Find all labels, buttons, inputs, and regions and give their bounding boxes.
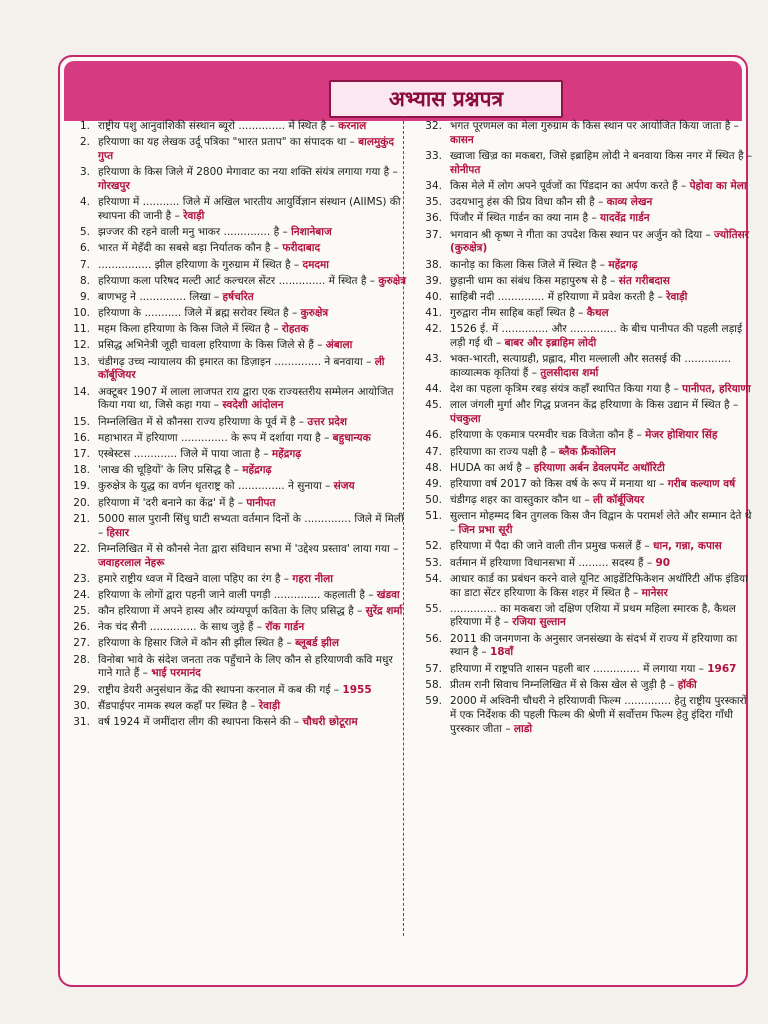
answer-text: 90 bbox=[655, 556, 671, 569]
question-text: हरियाणा के किस जिले में 2800 मेगावाट का नया शक्ति संयंत्र लगाया गया है bbox=[98, 166, 390, 179]
question-item: 35. उदयभानु हंस की प्रिय विधा कौन सी है – काव्य लेखन bbox=[414, 196, 754, 210]
question-number: 40. bbox=[425, 290, 442, 303]
answer-text: करनाल bbox=[338, 120, 367, 132]
answer-text: कुरुक्षेत्र bbox=[378, 274, 407, 287]
answer-text: भाई परमानंद bbox=[151, 667, 201, 680]
question-number: 53. bbox=[425, 556, 442, 569]
question-number: 6. bbox=[79, 242, 90, 255]
question-item: 13. चंडीगढ़ उच्च न्यायालय की इमारत का डिज़ाइन .............. ने बनवाया – ली कॉर्बूजियर bbox=[62, 356, 407, 384]
question-text: 'लाख की चूड़ियों' के लिए प्रसिद्ध है bbox=[98, 464, 231, 477]
question-item: 40. साहिबी नदी .............. में हरियाणा में प्रवेश करती है – रेवाड़ी bbox=[414, 291, 754, 305]
answer-text: सुरेंद्र शर्मा bbox=[365, 605, 403, 618]
answer-text: ब्लैक फ्रैंकोलिन bbox=[558, 445, 616, 458]
question-item: 36. पिंजौर में स्थित गार्डन का क्या नाम है – यादवेंद्र गार्डन bbox=[414, 212, 754, 226]
question-item: 23. हमारे राष्ट्रीय ध्वज में दिखने वाला पहिए का रंग है – गहरा नीला bbox=[62, 573, 407, 587]
question-item: 37. भगवान श्री कृष्ण ने गीता का उपदेश किस स्थान पर अर्जुन को दिया – ज्योतिसर (कुरुक्षेत्र) bbox=[414, 229, 754, 257]
answer-text: दमदमा bbox=[302, 258, 329, 271]
question-number: 36. bbox=[425, 212, 442, 225]
question-number: 9. bbox=[79, 290, 90, 303]
answer-text: मानेसर bbox=[641, 586, 668, 599]
question-item: 11. महम किला हरियाणा के किस जिले में स्थित है – रोहतक bbox=[62, 323, 407, 337]
question-number: 2. bbox=[79, 136, 90, 149]
question-item: 54. आधार कार्ड का प्रबंधन करने वाले यूनिट आइडेंटिफिकेशन अथॉरिटी ऑफ इंडिया का डाटा सेंटर हरियाणा के किस शहर में स्थित है – मानेसर bbox=[414, 573, 754, 601]
question-text: महाभारत में हरियाणा .............. के रूप में दर्शाया गया है bbox=[98, 431, 321, 444]
answer-text: ली कॉर्बूजियर bbox=[98, 355, 385, 382]
question-text: भक्त-भारती, सत्याग्रही, प्रह्लाद, मीरा मल्लाली और सतसई की .............. काव्यात्मक कृतियां हैं bbox=[450, 353, 732, 380]
question-number: 34. bbox=[425, 179, 442, 192]
question-text: सुल्तान मोहम्मद बिन तुगलक किस जैन विद्वान के परामर्श लेते और सम्मान देते थे bbox=[450, 510, 752, 523]
question-text: 2000 में अश्विनी चौधरी ने हरियाणवी फिल्म .............. हेतु राष्ट्रीय पुरस्कारों में एक निर्देशक की पहली फिल्म की श्रेणी में सर्वोत्तम फिल्म हेतु इंदिरा गाँधी पुरस्कार जीता bbox=[450, 695, 747, 735]
title-banner bbox=[64, 61, 742, 121]
question-text: पिंजौर में स्थित गार्डन का क्या नाम है bbox=[450, 212, 589, 225]
question-item: 46. हरियाणा के एकमात्र परमवीर चक्र विजेता कौन हैं – मेजर होशियार सिंह bbox=[414, 429, 754, 443]
question-item: 43. भक्त-भारती, सत्याग्रही, प्रह्लाद, मीरा मल्लाली और सतसई की .............. काव्यात्मक कृतियां हैं – तुलसीदास शर्मा bbox=[414, 353, 754, 381]
question-number: 12. bbox=[73, 339, 90, 352]
answer-text: पेहोवा का मेला bbox=[689, 179, 747, 192]
question-number: 31. bbox=[73, 716, 90, 728]
answer-text: पानीपत bbox=[246, 496, 276, 509]
question-text: हरियाणा वर्ष 2017 को किस वर्ष के रूप में मनाया था bbox=[450, 477, 656, 490]
question-text: चंडीगढ़ शहर का वास्तुकार कौन था bbox=[450, 494, 582, 507]
question-item: 52. हरियाणा में पैदा की जाने वाली तीन प्रमुख फसलें हैं – धान, गन्ना, कपास bbox=[414, 540, 754, 554]
question-number: 17. bbox=[73, 447, 90, 460]
question-number: 47. bbox=[425, 445, 442, 458]
question-item: 9. बाणभट्ट ने .............. लिखा – हर्षचरित bbox=[62, 291, 407, 305]
question-item: 2. हरियाणा का यह लेखक उर्दू पत्रिका "भारत प्रताप" का संपादक था – बालमुकुंद गुप्त bbox=[62, 136, 407, 164]
question-text: हरियाणा के एकमात्र परमवीर चक्र विजेता कौन हैं bbox=[450, 429, 634, 442]
question-item: 21. 5000 साल पुरानी सिंधु घाटी सभ्यता वर्तमान दिनों के .............. जिले में मिली – हिसार bbox=[62, 513, 407, 541]
answer-text: गहरा नीला bbox=[292, 572, 333, 585]
answer-text: रजिया सुल्तान bbox=[512, 616, 566, 629]
question-text: हरियाणा में ........... जिले में अखिल भारतीय आयुर्विज्ञान संस्थान (AIIMS) की स्थापना की जानी है bbox=[98, 196, 401, 222]
answer-text: निशानेबाज bbox=[291, 226, 332, 239]
answer-text: अंबाला bbox=[325, 339, 353, 352]
left-question-column bbox=[62, 120, 407, 732]
question-item: 41. गुरुद्वारा नीम साहिब कहाँ स्थित है – कैथल bbox=[414, 307, 754, 321]
question-text: आधार कार्ड का प्रबंधन करने वाले यूनिट आइडेंटिफिकेशन अथॉरिटी ऑफ इंडिया का डाटा सेंटर हरियाणा के किस शहर में स्थित है bbox=[450, 572, 748, 599]
question-item: 26. नेक चंद सैनी .............. के साथ जुड़े हैं – रॉक गार्डन bbox=[62, 621, 407, 635]
answer-text: कैथल bbox=[586, 307, 609, 320]
question-number: 16. bbox=[73, 431, 90, 444]
question-item: 45. लाल जंगली मुर्गा और गिद्ध प्रजनन केंद्र हरियाणा के किस उद्यान में स्थित है – पंचकुला bbox=[414, 399, 754, 427]
question-number: 15. bbox=[73, 415, 90, 428]
question-item: 53. वर्तमान में हरियाणा विधानसभा में ......... सदस्य हैं – 90 bbox=[414, 557, 754, 571]
question-number: 48. bbox=[425, 461, 442, 474]
question-text: वर्तमान में हरियाणा विधानसभा में ......... सदस्य हैं bbox=[450, 556, 644, 569]
question-item: 29. राष्ट्रीय डेयरी अनुसंधान केंद्र की स्थापना करनाल में कब की गई – 1955 bbox=[62, 684, 407, 698]
question-number: 56. bbox=[425, 632, 442, 645]
question-number: 59. bbox=[425, 695, 442, 708]
question-item: 39. छुड़ानी धाम का संबंध किस महापुरुष से है – संत गरीबदास bbox=[414, 275, 754, 289]
question-text: हरियाणा के लोगों द्वारा पहनी जाने वाली पगड़ी .............. कहलाती है bbox=[98, 588, 365, 601]
question-number: 21. bbox=[73, 512, 90, 525]
answer-text: पानीपत, हरियाणा bbox=[682, 383, 751, 396]
question-text: प्रीतम रानी सिवाच निम्नलिखित में से किस खेल से जुड़ी है bbox=[450, 678, 666, 691]
question-item: 22. निम्नलिखित में से कौनसे नेता द्वारा संविधान सभा में 'उद्देश्य प्रस्ताव' लाया गया – जवाहरलाल नेहरू bbox=[62, 543, 407, 571]
answer-text: गोरखपुर bbox=[98, 179, 130, 192]
question-text: हरियाणा के ........... जिले में ब्रह्म सरोवर स्थित है bbox=[98, 307, 289, 320]
question-text: भारत में मेहँदी का सबसे बड़ा निर्यातक कौन है bbox=[98, 242, 271, 255]
answer-text: पंचकुला bbox=[450, 413, 481, 426]
question-number: 38. bbox=[425, 258, 442, 271]
question-text: हरियाणा के हिसार जिले में कौन सी झील स्थित है bbox=[98, 637, 284, 650]
question-number: 55. bbox=[425, 602, 442, 615]
page-title: अभ्यास प्रश्नपत्र bbox=[329, 80, 563, 118]
answer-text: संजय bbox=[333, 480, 355, 493]
question-item: 56. 2011 की जनगणना के अनुसार जनसंख्या के संदर्भ में राज्य में हरियाणा का स्थान है – 18वाँ bbox=[414, 633, 754, 661]
question-item: 47. हरियाणा का राज्य पक्षी है – ब्लैक फ्रैंकोलिन bbox=[414, 446, 754, 460]
question-number: 23. bbox=[73, 572, 90, 585]
answer-text: चौधरी छोटूराम bbox=[302, 716, 358, 728]
answer-text: बाबर और इब्राहिम लोदी bbox=[504, 337, 597, 350]
question-number: 22. bbox=[73, 542, 90, 555]
question-number: 11. bbox=[73, 323, 90, 336]
question-item: 55. .............. का मकबरा जो दक्षिण एशिया में प्रथम महिला स्मारक है, कैथल हरियाणा में है – रजिया सुल्तान bbox=[414, 603, 754, 631]
answer-text: उत्तर प्रदेश bbox=[307, 415, 348, 428]
question-number: 30. bbox=[73, 699, 90, 712]
question-number: 3. bbox=[79, 166, 90, 179]
answer-text: जिन प्रभा सूरी bbox=[458, 524, 513, 537]
question-item: 25. कौन हरियाणा में अपने हास्य और व्यंग्यपूर्ण कविता के लिए प्रसिद्ध है – सुरेंद्र शर्मा bbox=[62, 605, 407, 619]
answer-text: रेवाड़ी bbox=[666, 290, 688, 303]
question-number: 19. bbox=[73, 480, 90, 493]
answer-text: कासन bbox=[450, 133, 474, 146]
answer-text: काव्य लेखन bbox=[606, 196, 653, 209]
question-text: राष्ट्रीय डेयरी अनुसंधान केंद्र की स्थापना करनाल में कब की गई bbox=[98, 683, 331, 696]
answer-text: 1955 bbox=[342, 683, 372, 696]
question-item: 1. राष्ट्रीय पशु आनुवांशिकी संस्थान ब्यूरो .............. में स्थित है – करनाल bbox=[62, 120, 407, 134]
question-text: एस्बेस्टस ............. जिले में पाया जाता है bbox=[98, 447, 260, 460]
question-text: झज्जर की रहने वाली मनु भाकर .............. है bbox=[98, 226, 280, 239]
question-item: 33. ख्वाजा खिज़्र का मकबरा, जिसे इब्राहिम लोदी ने बनवाया किस नगर में स्थित है – सोनीपत bbox=[414, 150, 754, 178]
answer-text: संत गरीबदास bbox=[618, 274, 670, 287]
question-number: 13. bbox=[73, 355, 90, 368]
question-item: 30. सैंडपाईपर नामक स्थल कहाँ पर स्थित है – रेवाड़ी bbox=[62, 700, 407, 714]
answer-text: स्वदेशी आंदोलन bbox=[222, 399, 284, 412]
question-item: 3. हरियाणा के किस जिले में 2800 मेगावाट का नया शक्ति संयंत्र लगाया गया है – गोरखपुर bbox=[62, 166, 407, 194]
answer-text: फरीदाबाद bbox=[282, 242, 321, 255]
question-number: 1. bbox=[79, 120, 90, 132]
question-number: 46. bbox=[425, 429, 442, 442]
question-text: भगत पूरणमल का मेला गुरुग्राम के किस स्थान पर आयोजित किया जाता है bbox=[450, 120, 731, 132]
question-text: निम्नलिखित में से कौनसा राज्य हरियाणा के पूर्व में है bbox=[98, 415, 296, 428]
answer-text: मेजर होशियार सिंह bbox=[645, 429, 718, 442]
question-text: 1526 ई. में .............. और .............. के बीच पानीपत की पहली लड़ाई लड़ी गई थी bbox=[450, 323, 743, 350]
question-text: हरियाणा का यह लेखक उर्दू पत्रिका "भारत प्रताप" का संपादक था bbox=[98, 136, 347, 149]
question-number: 20. bbox=[73, 496, 90, 509]
question-text: HUDA का अर्थ है bbox=[450, 461, 522, 474]
question-text: नेक चंद सैनी .............. के साथ जुड़े हैं bbox=[98, 621, 254, 634]
answer-text: यादवेंद्र गार्डन bbox=[600, 212, 650, 225]
question-item: 44. देश का पहला कृत्रिम रबड़ संयंत्र कहाँ स्थापित किया गया है – पानीपत, हरियाणा bbox=[414, 383, 754, 397]
question-item: 31. वर्ष 1924 में जमींदारा लीग की स्थापना किसने की – चौधरी छोटूराम bbox=[62, 716, 407, 730]
answer-text: ब्लूबर्ड झील bbox=[295, 637, 339, 650]
answer-text: खंडवा bbox=[376, 588, 400, 601]
question-text: ................ झील हरियाणा के गुरुग्राम में स्थित है bbox=[98, 258, 291, 271]
question-text: अक्टूबर 1907 में लाला लाजपत राय द्वारा एक राज्यस्तरीय सम्मेलन आयोजित किया गया था, जिसे कहा गया bbox=[98, 385, 394, 412]
question-text: 2011 की जनगणना के अनुसार जनसंख्या के संदर्भ में राज्य में हरियाणा का स्थान है bbox=[450, 632, 738, 659]
question-item: 15. निम्नलिखित में से कौनसा राज्य हरियाणा के पूर्व में है – उत्तर प्रदेश bbox=[62, 416, 407, 430]
question-number: 7. bbox=[79, 258, 90, 271]
answer-text: 1967 bbox=[707, 662, 737, 675]
question-number: 33. bbox=[425, 149, 442, 162]
question-item: 10. हरियाणा के ........... जिले में ब्रह्म सरोवर स्थित है – कुरुक्षेत्र bbox=[62, 307, 407, 321]
answer-text: रेवाड़ी bbox=[183, 209, 205, 222]
question-number: 42. bbox=[425, 323, 442, 336]
answer-text: हिसार bbox=[106, 526, 130, 539]
question-text: किस मेले में लोग अपने पूर्वजों का पिंडदान का अर्पण करते हैं bbox=[450, 179, 678, 192]
question-text: हरियाणा में 'दरी बनाने का केंद्र' में है bbox=[98, 496, 235, 509]
question-text: हरियाणा का राज्य पक्षी है bbox=[450, 445, 547, 458]
answer-text: सोनीपत bbox=[450, 163, 481, 176]
question-number: 35. bbox=[425, 196, 442, 209]
question-number: 45. bbox=[425, 399, 442, 412]
question-number: 50. bbox=[425, 494, 442, 507]
question-text: भगवान श्री कृष्ण ने गीता का उपदेश किस स्थान पर अर्जुन को दिया bbox=[450, 228, 703, 241]
question-text: उदयभानु हंस की प्रिय विधा कौन सी है bbox=[450, 196, 595, 209]
question-number: 28. bbox=[73, 653, 90, 666]
answer-text: ज्योतिसर (कुरुक्षेत्र) bbox=[450, 228, 749, 255]
question-number: 18. bbox=[73, 464, 90, 477]
question-number: 51. bbox=[425, 510, 442, 523]
question-text: .............. का मकबरा जो दक्षिण एशिया में प्रथम महिला स्मारक है, कैथल हरियाणा में है bbox=[450, 602, 736, 629]
answer-text: हर्षचरित bbox=[222, 290, 254, 303]
answer-text: महेंद्रगढ़ bbox=[608, 258, 638, 271]
question-text: प्रसिद्ध अभिनेत्री जूही चावला हरियाणा के किस जिले से हैं bbox=[98, 339, 314, 352]
question-number: 24. bbox=[73, 588, 90, 601]
question-item: 51. सुल्तान मोहम्मद बिन तुगलक किस जैन विद्वान के परामर्श लेते और सम्मान देते थे – जिन प्रभा सूरी bbox=[414, 510, 754, 538]
question-item: 7. ................ झील हरियाणा के गुरुग्राम में स्थित है – दमदमा bbox=[62, 259, 407, 273]
question-number: 10. bbox=[73, 307, 90, 320]
question-item: 24. हरियाणा के लोगों द्वारा पहनी जाने वाली पगड़ी .............. कहलाती है – खंडवा bbox=[62, 589, 407, 603]
question-item: 32. भगत पूरणमल का मेला गुरुग्राम के किस स्थान पर आयोजित किया जाता है – कासन bbox=[414, 120, 754, 148]
question-number: 26. bbox=[73, 621, 90, 634]
question-text: निम्नलिखित में से कौनसे नेता द्वारा संविधान सभा में 'उद्देश्य प्रस्ताव' लाया गया bbox=[98, 542, 390, 555]
question-item: 18. 'लाख की चूड़ियों' के लिए प्रसिद्ध है – महेंद्रगढ़ bbox=[62, 464, 407, 478]
right-question-column bbox=[414, 120, 754, 739]
answer-text: महेंद्रगढ़ bbox=[242, 464, 272, 477]
question-number: 54. bbox=[425, 572, 442, 585]
answer-text: लाडो bbox=[513, 722, 533, 735]
question-item: 17. एस्बेस्टस ............. जिले में पाया जाता है – महेंद्रगढ़ bbox=[62, 448, 407, 462]
question-text: राष्ट्रीय पशु आनुवांशिकी संस्थान ब्यूरो .............. में स्थित है bbox=[98, 120, 327, 132]
question-number: 5. bbox=[79, 226, 90, 239]
question-number: 4. bbox=[79, 196, 90, 209]
question-text: बाणभट्ट ने .............. लिखा bbox=[98, 290, 211, 303]
question-number: 14. bbox=[73, 385, 90, 398]
question-text: महम किला हरियाणा के किस जिले में स्थित है bbox=[98, 323, 270, 336]
question-text: हरियाणा कला परिषद मल्टी आर्ट कल्चरल सेंटर .............. में स्थित है bbox=[98, 274, 367, 287]
question-item: 14. अक्टूबर 1907 में लाला लाजपत राय द्वारा एक राज्यस्तरीय सम्मेलन आयोजित किया गया था, जिसे कहा गया – स्वदेशी आंदोलन bbox=[62, 386, 407, 414]
answer-text: गरीब कल्याण वर्ष bbox=[667, 477, 736, 490]
question-item: 50. चंडीगढ़ शहर का वास्तुकार कौन था – ली कॉर्बूजियर bbox=[414, 494, 754, 508]
question-number: 44. bbox=[425, 383, 442, 396]
question-item: 5. झज्जर की रहने वाली मनु भाकर .............. है – निशानेबाज bbox=[62, 226, 407, 240]
answer-text: हरियाणा अर्बन डेवलपमेंट अथॉरिटी bbox=[533, 461, 665, 474]
question-text: ख्वाजा खिज़्र का मकबरा, जिसे इब्राहिम लोदी ने बनवाया किस नगर में स्थित है bbox=[450, 149, 744, 162]
question-number: 25. bbox=[73, 605, 90, 618]
question-number: 8. bbox=[79, 274, 90, 287]
question-number: 39. bbox=[425, 274, 442, 287]
question-item: 28. विनोबा भावे के संदेश जनता तक पहुँचाने के लिए कौन से हरियाणवी कवि मधुर गाने गाते हैं – भाई परमानंद bbox=[62, 654, 407, 682]
question-number: 58. bbox=[425, 678, 442, 691]
answer-text: रॉक गार्डन bbox=[265, 621, 305, 634]
question-item: 57. हरियाणा में राष्ट्रपति शासन पहली बार .............. में लगाया गया – 1967 bbox=[414, 663, 754, 677]
question-item: 42. 1526 ई. में .............. और .............. के बीच पानीपत की पहली लड़ाई लड़ी गई थी – बाबर और इब्राहिम लोदी bbox=[414, 323, 754, 351]
question-item: 20. हरियाणा में 'दरी बनाने का केंद्र' में है – पानीपत bbox=[62, 497, 407, 511]
question-item: 58. प्रीतम रानी सिवाच निम्नलिखित में से किस खेल से जुड़ी है – हॉकी bbox=[414, 679, 754, 693]
question-text: कानोड़ का किला किस जिले में स्थित है bbox=[450, 258, 597, 271]
answer-text: कुरुक्षेत्र bbox=[300, 307, 329, 320]
question-text: 5000 साल पुरानी सिंधु घाटी सभ्यता वर्तमान दिनों के .............. जिले में मिली bbox=[98, 512, 404, 525]
question-text: देश का पहला कृत्रिम रबड़ संयंत्र कहाँ स्थापित किया गया है bbox=[450, 383, 671, 396]
question-item: 38. कानोड़ का किला किस जिले में स्थित है – महेंद्रगढ़ bbox=[414, 259, 754, 273]
question-text: हरियाणा में राष्ट्रपति शासन पहली बार .............. में लगाया गया bbox=[450, 662, 696, 675]
answer-text: 18वाँ bbox=[489, 646, 514, 659]
question-text: हरियाणा में पैदा की जाने वाली तीन प्रमुख फसलें हैं bbox=[450, 540, 642, 553]
question-number: 43. bbox=[425, 353, 442, 366]
question-item: 27. हरियाणा के हिसार जिले में कौन सी झील स्थित है – ब्लूबर्ड झील bbox=[62, 637, 407, 651]
question-text: छुड़ानी धाम का संबंध किस महापुरुष से है bbox=[450, 274, 607, 287]
question-number: 41. bbox=[425, 307, 442, 320]
question-text: सैंडपाईपर नामक स्थल कहाँ पर स्थित है bbox=[98, 699, 247, 712]
question-text: लाल जंगली मुर्गा और गिद्ध प्रजनन केंद्र हरियाणा के किस उद्यान में स्थित है bbox=[450, 399, 730, 412]
question-text: हमारे राष्ट्रीय ध्वज में दिखने वाला पहिए का रंग है bbox=[98, 572, 281, 585]
question-item: 34. किस मेले में लोग अपने पूर्वजों का पिंडदान का अर्पण करते हैं – पेहोवा का मेला bbox=[414, 180, 754, 194]
question-item: 59. 2000 में अश्विनी चौधरी ने हरियाणवी फिल्म .............. हेतु राष्ट्रीय पुरस्कारों में एक निर्देशक की पहली फिल्म की श्रेणी में सर्वोत्तम फिल्म हेतु इंदिरा गाँधी पुरस्कार जीता – लाडो bbox=[414, 695, 754, 736]
answer-text: रोहतक bbox=[281, 323, 309, 336]
question-number: 37. bbox=[425, 228, 442, 241]
answer-text: तुलसीदास शर्मा bbox=[540, 367, 599, 380]
question-text: कौन हरियाणा में अपने हास्य और व्यंग्यपूर्ण कविता के लिए प्रसिद्ध है bbox=[98, 605, 354, 618]
answer-text: जवाहरलाल नेहरू bbox=[98, 556, 165, 569]
question-number: 27. bbox=[73, 637, 90, 650]
question-text: विनोबा भावे के संदेश जनता तक पहुँचाने के लिए कौन से हरियाणवी कवि मधुर गाने गाते हैं bbox=[98, 653, 393, 680]
question-item: 4. हरियाणा में ........... जिले में अखिल भारतीय आयुर्विज्ञान संस्थान (AIIMS) की स्थापना की जानी है – रेवाड़ी bbox=[62, 196, 407, 224]
question-item: 16. महाभारत में हरियाणा .............. के रूप में दर्शाया गया है – बहुधान्यक bbox=[62, 432, 407, 446]
question-number: 32. bbox=[425, 120, 442, 132]
answer-text: बालमुकुंद गुप्त bbox=[98, 136, 394, 162]
question-item: 19. कुरुक्षेत्र के युद्ध का वर्णन धृतराष्ट्र को .............. ने सुनाया – संजय bbox=[62, 480, 407, 494]
question-number: 29. bbox=[73, 683, 90, 696]
question-item: 49. हरियाणा वर्ष 2017 को किस वर्ष के रूप में मनाया था – गरीब कल्याण वर्ष bbox=[414, 478, 754, 492]
question-item: 6. भारत में मेहँदी का सबसे बड़ा निर्यातक कौन है – फरीदाबाद bbox=[62, 242, 407, 256]
question-text: चंडीगढ़ उच्च न्यायालय की इमारत का डिज़ाइन .............. ने बनवाया bbox=[98, 355, 363, 368]
answer-text: रेवाड़ी bbox=[258, 699, 281, 712]
question-item: 48. HUDA का अर्थ है – हरियाणा अर्बन डेवलपमेंट अथॉरिटी bbox=[414, 462, 754, 476]
answer-text: ली कॉर्बूजियर bbox=[593, 494, 645, 507]
answer-text: हॉकी bbox=[677, 678, 697, 691]
question-number: 52. bbox=[425, 540, 442, 553]
question-text: वर्ष 1924 में जमींदारा लीग की स्थापना किसने की bbox=[98, 716, 291, 728]
answer-text: धान, गन्ना, कपास bbox=[653, 540, 722, 553]
question-text: कुरुक्षेत्र के युद्ध का वर्णन धृतराष्ट्र को .............. ने सुनाया bbox=[98, 480, 322, 493]
question-text: गुरुद्वारा नीम साहिब कहाँ स्थित है bbox=[450, 307, 575, 320]
answer-text: बहुधान्यक bbox=[332, 431, 371, 444]
answer-text: महेंद्रगढ़ bbox=[271, 447, 302, 460]
question-text: साहिबी नदी .............. में हरियाणा में प्रवेश करती है bbox=[450, 290, 655, 303]
question-number: 49. bbox=[425, 477, 442, 490]
question-number: 57. bbox=[425, 662, 442, 675]
question-item: 8. हरियाणा कला परिषद मल्टी आर्ट कल्चरल सेंटर .............. में स्थित है – कुरुक्षेत्र bbox=[62, 275, 407, 289]
question-item: 12. प्रसिद्ध अभिनेत्री जूही चावला हरियाणा के किस जिले से हैं – अंबाला bbox=[62, 339, 407, 353]
